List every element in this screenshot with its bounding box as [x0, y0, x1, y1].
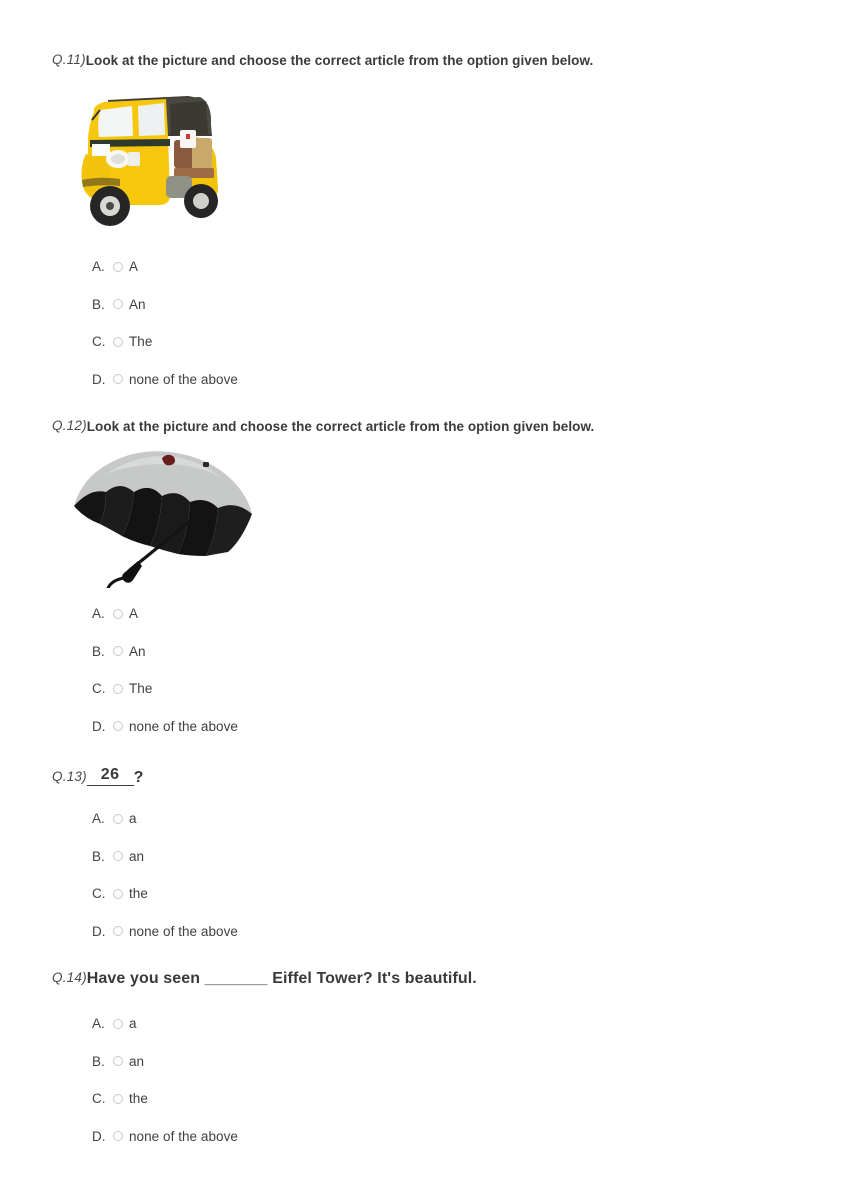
options-list-14[interactable]: [0, 1005, 848, 1155]
question-12-text: Look at the picture and choose the correct article from the option given below.: [86, 419, 595, 434]
options-list-13[interactable]: [0, 800, 848, 950]
radio-button[interactable]: [113, 1131, 123, 1141]
option-row-a[interactable]: [92, 248, 848, 286]
option-row-a[interactable]: [92, 800, 848, 838]
option-letter: A.: [92, 811, 105, 826]
option-letter: B.: [92, 1053, 105, 1069]
option-label: none of the above: [129, 1128, 238, 1144]
option-letter: A.: [92, 1016, 105, 1031]
question-block-12: [0, 418, 848, 435]
question-11-header: [0, 52, 848, 69]
radio-button[interactable]: [113, 646, 123, 656]
option-label: An: [129, 296, 146, 312]
option-label: a: [129, 811, 137, 826]
option-letter: D.: [92, 923, 106, 939]
options-list-11[interactable]: [0, 248, 848, 398]
question-13-number: Q.13): [52, 769, 87, 784]
question-13-text: ?: [133, 769, 144, 786]
question-14-number: Q.14): [52, 970, 87, 985]
option-row-a[interactable]: [92, 1005, 848, 1043]
question-12-header: [0, 418, 848, 435]
radio-button[interactable]: [113, 926, 123, 936]
option-label: the: [129, 886, 148, 901]
option-label: The: [129, 681, 153, 696]
option-row-b[interactable]: [92, 1043, 848, 1081]
option-label: none of the above: [129, 923, 238, 939]
question-block-13: [0, 766, 848, 786]
question-11-text: Look at the picture and choose the correct article from the option given below.: [85, 53, 594, 68]
umbrella-image: [66, 448, 262, 588]
question-11-options: [0, 248, 848, 398]
question-14-header: [0, 970, 848, 987]
option-label: a: [129, 1016, 137, 1031]
option-letter: B.: [92, 643, 105, 659]
option-letter: A.: [92, 606, 105, 621]
option-row-d[interactable]: [92, 361, 848, 399]
option-label: The: [129, 334, 153, 349]
radio-button[interactable]: [113, 1094, 123, 1104]
radio-button[interactable]: [113, 721, 123, 731]
option-label: An: [129, 643, 146, 659]
option-label: an: [129, 848, 145, 864]
option-row-c[interactable]: [92, 875, 848, 913]
option-row-c[interactable]: [92, 670, 848, 708]
radio-button[interactable]: [113, 1019, 123, 1029]
option-letter: D.: [92, 718, 106, 734]
question-13-header: [0, 766, 848, 786]
option-letter: C.: [92, 334, 106, 349]
radio-button[interactable]: [113, 851, 123, 861]
option-letter: D.: [92, 371, 106, 387]
radio-button[interactable]: [113, 374, 123, 384]
question-12-options: [0, 595, 848, 745]
option-row-d[interactable]: [92, 708, 848, 746]
option-label: none of the above: [129, 371, 238, 387]
auto-rickshaw-image: [70, 84, 232, 230]
option-label: A: [129, 259, 139, 274]
option-label: an: [129, 1053, 145, 1069]
option-label: A: [129, 606, 139, 621]
question-11-number: Q.11): [52, 52, 86, 67]
question-13-options: [0, 800, 848, 950]
option-row-d[interactable]: [92, 913, 848, 951]
radio-button[interactable]: [113, 337, 123, 347]
option-label: none of the above: [129, 718, 238, 734]
radio-button[interactable]: [113, 814, 123, 824]
option-row-b[interactable]: [92, 838, 848, 876]
option-row-d[interactable]: [92, 1118, 848, 1156]
radio-button[interactable]: [113, 299, 123, 309]
auto-rickshaw-icon: [70, 84, 232, 230]
radio-button[interactable]: [113, 1056, 123, 1066]
question-block-14: [0, 970, 848, 987]
question-block-11: [0, 52, 848, 69]
radio-button[interactable]: [113, 684, 123, 694]
question-13-blank-value: 26: [87, 766, 134, 786]
options-list-12[interactable]: [0, 595, 848, 745]
radio-button[interactable]: [113, 262, 123, 272]
option-row-a[interactable]: [92, 595, 848, 633]
option-row-b[interactable]: [92, 286, 848, 324]
option-letter: C.: [92, 1091, 106, 1106]
option-row-b[interactable]: [92, 633, 848, 671]
option-letter: D.: [92, 1128, 106, 1144]
option-letter: B.: [92, 296, 105, 312]
radio-button[interactable]: [113, 609, 123, 619]
option-letter: B.: [92, 848, 105, 864]
option-letter: C.: [92, 886, 106, 901]
question-14-text: Have you seen _______ Eiffel Tower? It's beautiful.: [86, 970, 477, 987]
option-label: the: [129, 1091, 148, 1106]
question-14-options: [0, 1005, 848, 1155]
question-12-number: Q.12): [52, 418, 87, 433]
option-row-c[interactable]: [92, 1080, 848, 1118]
option-letter: A.: [92, 259, 105, 274]
umbrella-icon: [66, 448, 262, 588]
option-letter: C.: [92, 681, 106, 696]
option-row-c[interactable]: [92, 323, 848, 361]
radio-button[interactable]: [113, 889, 123, 899]
